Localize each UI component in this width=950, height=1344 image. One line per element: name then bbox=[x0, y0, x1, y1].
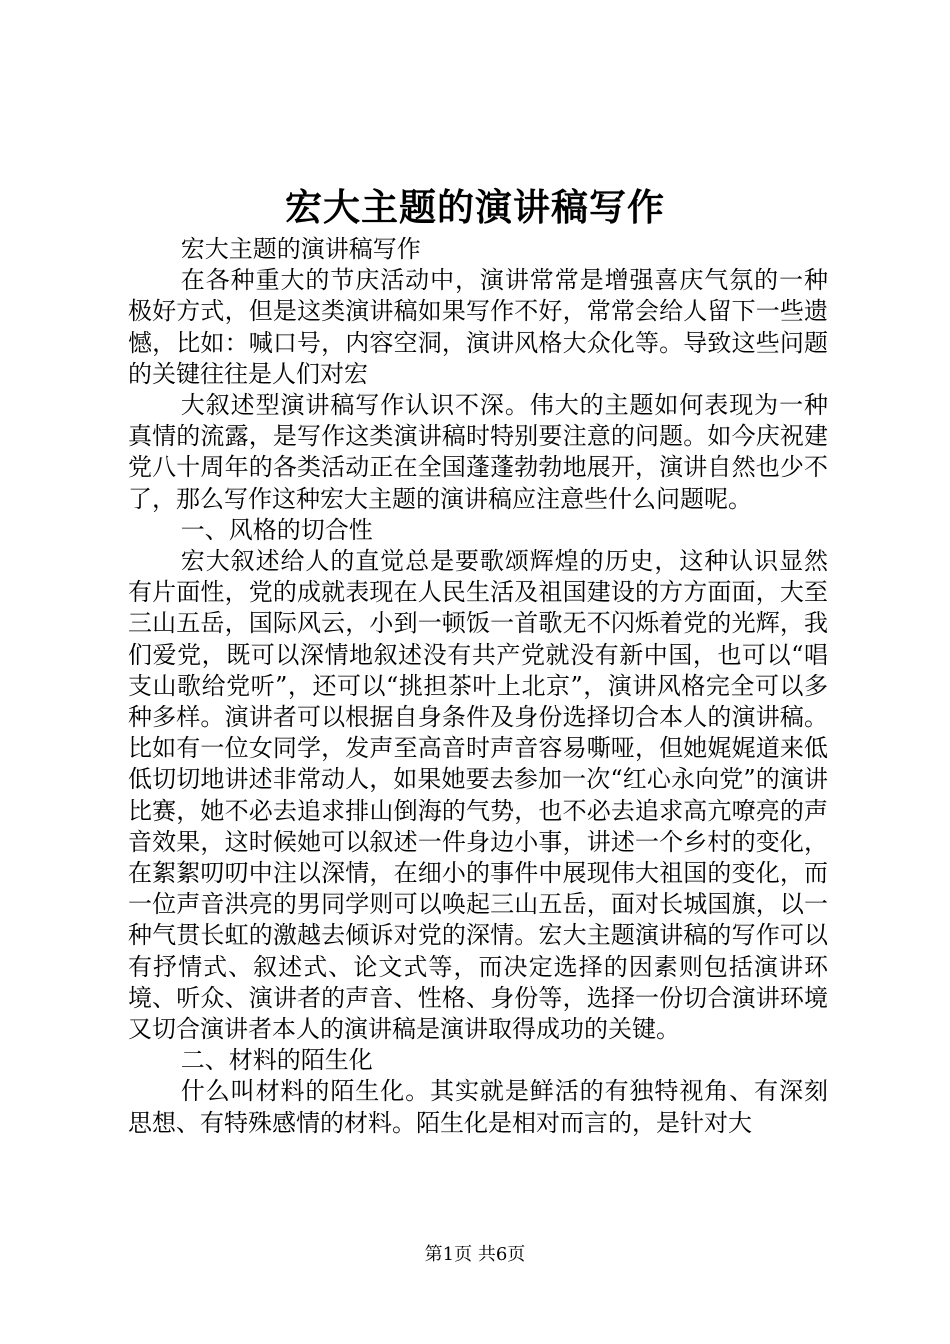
section-heading-material: 二、材料的陌生化 bbox=[180, 1046, 373, 1075]
document-body bbox=[128, 234, 828, 1139]
paragraph-style: 宏大叙述给人的直觉总是要歌颂辉煌的历史，这种认识显然有片面性，党的成就表现在人民生活及祖国建设的方方面面，大至三山五岳，国际风云，小到一顿饭一首歌无不闪烁着党的光辉，我们爱党，既可以深情地叙述没有共产党就没有新中国，也可以“唱支山歌给党听”，还可以“挑担茶叶上北京”，演讲风格完全可以多种多样。演讲者可以根据自身条件及身份选择切合本人的演讲稿。比如有一位女同学，发声至高音时声音容易嘶哑，但她娓娓道来低低切切地讲述非常动人，如果她要去参加一次“红心永向党”的演讲比赛，她不必去追求排山倒海的气势，也不必去追求高亢嘹亮的声音效果，这时候她可以叙述一件身边小事，讲述一个乡村的变化，在絮絮叨叨中注以深情，在细小的事件中展现伟大祖国的变化，而一位声音洪亮的男同学则可以唤起三山五岳，面对长城国旗，以一种气贯长虹的激越去倾诉对党的深情。宏大主题演讲稿的写作可以有抒情式、叙述式、论文式等，而决定选择的因素则包括演讲环境、听众、演讲者的声音、性格、身份等，选择一份切合演讲环境又切合演讲者本人的演讲稿是演讲取得成功的关键。 bbox=[128, 547, 828, 1044]
paragraph-subtitle: 宏大主题的演讲稿写作 bbox=[180, 235, 421, 263]
page-number-footer: 第1页 共6页 bbox=[424, 1244, 526, 1265]
document-title: 宏大主题的演讲稿写作 bbox=[285, 185, 665, 229]
paragraph-intro-continued: 大叙述型演讲稿写作认识不深。伟大的主题如何表现为一种真情的流露，是写作这类演讲稿时特别要注意的问题。如今庆祝建党八十周年的各类活动正在全国蓬蓬勃勃地展开，演讲自然也少不了，那么写作这种宏大主题的演讲稿应注意些什么问题呢。 bbox=[128, 391, 828, 513]
paragraph-material: 什么叫材料的陌生化。其实就是鲜活的有独特视角、有深刻思想、有特殊感情的材料。陌生化是相对而言的，是针对大 bbox=[128, 1077, 828, 1137]
section-heading-style: 一、风格的切合性 bbox=[180, 515, 373, 544]
paragraph-intro: 在各种重大的节庆活动中，演讲常常是增强喜庆气氛的一种极好方式，但是这类演讲稿如果写作不好，常常会给人留下一些遗憾，比如：喊口号，内容空洞，演讲风格大众化等。导致这些问题的关键往往是人们对宏 bbox=[128, 266, 828, 388]
